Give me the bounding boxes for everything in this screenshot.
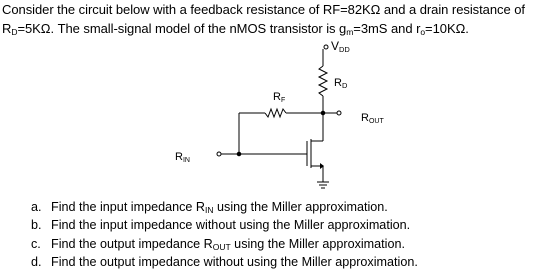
rd-symbol: R bbox=[2, 21, 12, 36]
rout-terminal bbox=[337, 111, 341, 115]
question-b bbox=[31, 216, 418, 234]
question-number: c. bbox=[31, 236, 41, 251]
intro-text-2: =5KΩ. The small-signal model of the nMOS transistor is g bbox=[17, 21, 347, 36]
rd-subscript: D bbox=[11, 27, 18, 37]
gate-node bbox=[237, 152, 241, 156]
rd-label: RD bbox=[334, 77, 348, 90]
intro-text-1: Consider the circuit below with a feedback resistance of RF=82KΩ and a drain resistance of bbox=[2, 2, 525, 17]
question-text: Find the input impedance $R_{IN}$ using the Miller approximation. bbox=[51, 200, 388, 215]
gm-subscript: m bbox=[346, 27, 354, 37]
question-c bbox=[31, 235, 418, 253]
rd-resistor bbox=[319, 66, 327, 96]
rf-label: RF bbox=[273, 91, 286, 104]
rout-label: ROUT bbox=[361, 112, 384, 125]
question-number: a. bbox=[31, 200, 42, 214]
rin-terminal bbox=[217, 152, 221, 156]
ro-subscript: o bbox=[420, 27, 426, 37]
intro-text-4: =10KΩ. bbox=[425, 21, 469, 36]
intro-text-3: =3mS and r bbox=[353, 21, 421, 36]
question-text: Find the input impedance without using the Miller approximation. bbox=[51, 218, 411, 233]
question-text: Find the output impedance $R_{OUT}$ using the Miller approximation. bbox=[51, 236, 405, 252]
rf-resistor bbox=[265, 109, 286, 117]
question-text: Find the output impedance without using the Miller approximation. bbox=[51, 255, 418, 270]
vdd-label: VDD bbox=[331, 39, 350, 54]
question-d bbox=[31, 253, 418, 271]
rin-label: RIN bbox=[175, 151, 190, 164]
question-number: d. bbox=[31, 255, 42, 270]
question-a bbox=[31, 198, 418, 216]
question-number: b. bbox=[31, 218, 42, 233]
question-list bbox=[31, 198, 418, 272]
vdd-terminal bbox=[324, 45, 328, 49]
